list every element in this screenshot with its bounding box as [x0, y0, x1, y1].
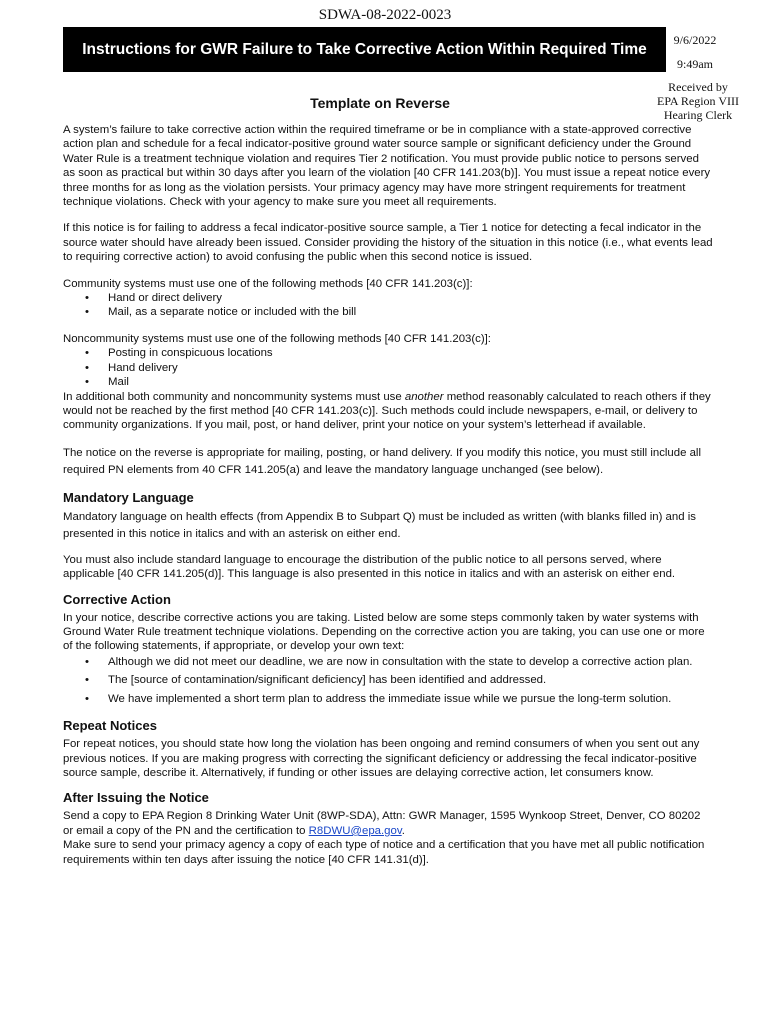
stamp-time: 9:49am [677, 57, 713, 71]
corrective-action-heading: Corrective Action [63, 591, 171, 607]
list-item: • The [source of contamination/significant deficiency] has been identified and addressed. [63, 672, 713, 690]
mandatory-language-heading: Mandatory Language [63, 489, 194, 505]
mandatory-paragraph-2: You must also include standard language to encourage the distribution of the public notice to all persons served, where applicable [40 CFR 141.205(d)]. This language is also presented in this notice in italics and with an asterisk on either end. [63, 553, 676, 581]
mandatory-paragraph-1: Mandatory language on health effects (from Appendix B to Subpart Q) must be included as written (with blanks filled in) and is presented in this notice in italics and with an asterisk on either end. [63, 510, 696, 541]
list-item: • Although we did not meet our deadline, we are now in consultation with the state to develop a corrective action plan. [63, 654, 713, 672]
repeat-paragraph: For repeat notices, you should state how long the violation has been ongoing and remind consumers of when you sent out any previous notices. If you are making progress with correcting the significant deficiency or addressing the fecal indicator-positive source sample, describe it. Alternatively, if funding or other issues are delaying corrective action, let consumers know. [63, 738, 700, 780]
title-bar [63, 27, 666, 72]
intro-paragraph-2: If this notice is for failing to address a fecal indicator-positive source sample, a Tier 1 notice for detecting a fecal indicator in the source water should have already been issued. Consider providing the history of the situation in this notice (i.e., what events lead to requiring corrective action) to avoid confusing the public when this second notice is issued. [63, 222, 713, 264]
repeat-notices-heading: Repeat Notices [63, 718, 157, 734]
list-item: • Hand delivery [63, 361, 713, 375]
community-methods-list [63, 291, 713, 320]
list-item: • Hand or direct delivery [63, 291, 713, 305]
corrective-paragraph: In your notice, describe corrective actions you are taking. Listed below are some steps commonly taken by water systems with Ground Water Rule treatment technique violations. Depending on the corrective action you are taking, you can use one or more of the following statements, if appropriate, or develop your own text: [63, 611, 705, 653]
received-line-2: EPA Region VIII [656, 94, 739, 108]
intro-paragraph-1: A system’s failure to take corrective action within the required timeframe or be in compliance with a state-approved corrective action plan and schedule for a fecal indicator-positive ground water source sample or significant deficiency under the Ground Water Rule is a treatment technique violation and requires Tier 2 notification. You must provide public notice to persons served as soon as practical but within 30 days after you learn of the violation [40 CFR 141.203(b)]. You must issue a repeat notice every three months for as long as the violation persists. Your primacy agency may have more stringent requirements for treatment technique violations. Check with your agency to make sure you meet all requirements. [63, 124, 711, 209]
page-title: Instructions for GWR Failure to Take Corrective Action Within Required Time [82, 40, 647, 58]
after-issuing-heading: After Issuing the Notice [63, 790, 209, 806]
template-subtitle: Template on Reverse [310, 95, 450, 111]
emphasis-another: another [404, 390, 444, 403]
additional-methods-paragraph: In additional both community and noncommunity systems must use another method reasonably calculated to reach others if they would not be reached by the first method [40 CFR 141.203(c)]. Such methods could include newspapers, e-mail, or delivery to community organizations. If you mail, post, or hand deliver, print your notice on your system’s letterhead if available. [63, 390, 711, 432]
instructions-body [63, 123, 713, 867]
after-paragraph-1: Send a copy to EPA Region 8 Drinking Water Unit (8WP-SDA), Attn: GWR Manager, 1595 Wynkoop Street, Denver, CO 80202 or email a copy of the PN and the certification to R8DWU@epa.gov. [63, 810, 701, 837]
corrective-statements-list [63, 654, 713, 709]
reverse-note-paragraph: The notice on the reverse is appropriate for mailing, posting, or hand delivery. If you modify this notice, you must still include all required PN elements from 40 CFR 141.205(a) and leave the mandatory language unchanged (see below). [63, 446, 701, 477]
received-line-1: Received by [668, 80, 728, 94]
after-paragraph-2: Make sure to send your primacy agency a copy of each type of notice and a certification that you have met all public notification requirements within ten days after issuing the notice [40 CFR 141.31(d)]. [63, 839, 705, 866]
list-item: • We have implemented a short term plan to address the immediate issue while we pursue the long-term solution. [63, 691, 713, 709]
list-item: • Mail, as a separate notice or included with the bill [63, 305, 713, 319]
noncommunity-methods-lead: Noncommunity systems must use one of the following methods [40 CFR 141.203(c)]: [63, 332, 491, 345]
list-item: • Posting in conspicuous locations [63, 346, 713, 360]
received-line-3: Hearing Clerk [663, 108, 733, 122]
received-stamp [652, 80, 744, 122]
email-link[interactable]: R8DWU@epa.gov [308, 824, 402, 837]
noncommunity-methods-list [63, 346, 713, 389]
list-item: • Mail [63, 375, 713, 389]
stamp-date: 9/6/2022 [673, 33, 717, 47]
community-methods-lead: Community systems must use one of the following methods [40 CFR 141.203(c)]: [63, 277, 473, 290]
document-id: SDWA-08-2022-0023 [318, 7, 452, 23]
